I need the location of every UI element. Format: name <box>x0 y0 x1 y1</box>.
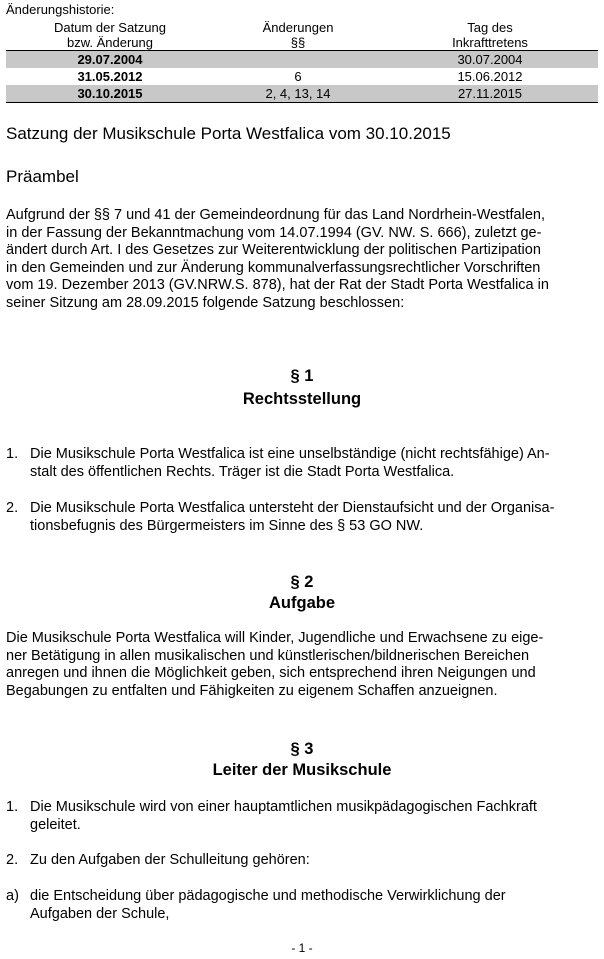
table-row <box>6 51 598 69</box>
text-line: in der Fassung der Bekanntmachung vom 14.07.1994 (GV. NW. S. 666), zuletzt ge- <box>6 224 542 241</box>
list-item <box>6 852 596 870</box>
section-title: Aufgabe <box>269 594 335 612</box>
history-header-effective-2: Inkrafttretens <box>382 35 598 51</box>
history-date: 29.07.2004 <box>6 51 214 69</box>
item-number: 1. <box>6 799 19 815</box>
list-item <box>6 888 596 923</box>
history-effective: 27.11.2015 <box>382 85 598 103</box>
history-effective: 15.06.2012 <box>457 69 523 84</box>
preamble-heading: Präambel <box>6 167 79 186</box>
history-header-effective: Tag des <box>467 20 513 35</box>
section-number: § 2 <box>290 573 314 591</box>
history-header-date: Datum der Satzung <box>53 20 166 35</box>
text-line: ner Betätigung in allen musikalischen und künstlerischen/bildnerischen Bereichen <box>6 647 530 664</box>
item-number: 2. <box>6 852 19 868</box>
history-header-row-1 <box>6 20 598 35</box>
history-changes: 6 <box>294 69 302 84</box>
page-number: - 1 - <box>291 941 313 955</box>
text-line: die Entscheidung über pädagogische und methodische Verwirklichung der <box>30 888 506 904</box>
section-number: § 1 <box>290 367 314 385</box>
section-2-text <box>6 630 596 700</box>
section-number: § 3 <box>290 740 314 758</box>
history-table <box>6 20 598 103</box>
item-number: 1. <box>6 446 19 462</box>
table-row <box>6 85 598 103</box>
text-line: Die Musikschule Porta Westfalica untersteht der Dienstaufsicht und der Organisa- <box>30 500 555 516</box>
history-date: 31.05.2012 <box>77 69 143 84</box>
text-line: geleitet. <box>30 816 81 833</box>
table-row <box>6 68 598 85</box>
text-line: Die Musikschule wird von einer hauptamtlichen musikpädagogischen Fachkraft <box>30 799 537 815</box>
text-line: tionsbefugnis des Bürgermeisters im Sinne des § 53 GO NW. <box>30 517 424 534</box>
item-number: 2. <box>6 500 19 516</box>
history-header-changes: Änderungen <box>262 20 334 35</box>
text-line: seiner Sitzung am 28.09.2015 folgende Satzung beschlossen: <box>6 294 405 311</box>
text-line: Begabungen zu entfalten und Fähigkeiten zu eigenem Schaffen anzueignen. <box>6 682 498 699</box>
list-item <box>6 500 596 535</box>
history-date: 30.10.2015 <box>6 85 214 103</box>
text-line: vom 19. Dezember 2013 (GV.NRW.S. 878), hat der Rat der Stadt Porta Westfalica in <box>6 277 549 293</box>
text-line: Aufgrund der §§ 7 und 41 der Gemeindeordnung für das Land Nordrhein-Westfalen, <box>6 207 545 223</box>
preamble-text <box>6 207 596 312</box>
history-changes <box>214 51 382 69</box>
section-title: Rechtsstellung <box>242 390 362 408</box>
text-line: Die Musikschule Porta Westfalica ist eine unselbständige (nicht rechtsfähige) An- <box>30 446 550 462</box>
history-header-changes-2: §§ <box>214 35 382 51</box>
text-line: Zu den Aufgaben der Schulleitung gehören: <box>30 852 310 868</box>
history-effective: 30.07.2004 <box>382 51 598 69</box>
document-title: Satzung der Musikschule Porta Westfalica vom 30.10.2015 <box>6 124 451 143</box>
text-line: Die Musikschule Porta Westfalica will Kinder, Jugendliche und Erwachsene zu eige- <box>6 630 544 646</box>
section-title: Leiter der Musikschule <box>212 761 392 779</box>
text-line: in den Gemeinden und zur Änderung kommunalverfassungsrechtlicher Vorschriften <box>6 259 541 276</box>
history-changes: 2, 4, 13, 14 <box>214 85 382 103</box>
list-item <box>6 799 596 834</box>
history-header-row-2 <box>6 35 598 51</box>
history-header-date-2: bzw. Änderung <box>6 35 214 51</box>
text-line: ändert durch Art. I des Gesetzes zur Weiterentwicklung der politischen Partizipation <box>6 242 541 258</box>
history-label: Änderungshistorie: <box>6 2 115 17</box>
text-line: anregen und ihnen die Möglichkeit geben, sich entsprechend ihren Neigungen und <box>6 665 536 681</box>
text-line: Aufgaben der Schule, <box>30 905 170 922</box>
subitem-letter: a) <box>6 888 19 904</box>
list-item <box>6 446 596 481</box>
text-line: stalt des öffentlichen Rechts. Träger ist die Stadt Porta Westfalica. <box>30 463 455 480</box>
